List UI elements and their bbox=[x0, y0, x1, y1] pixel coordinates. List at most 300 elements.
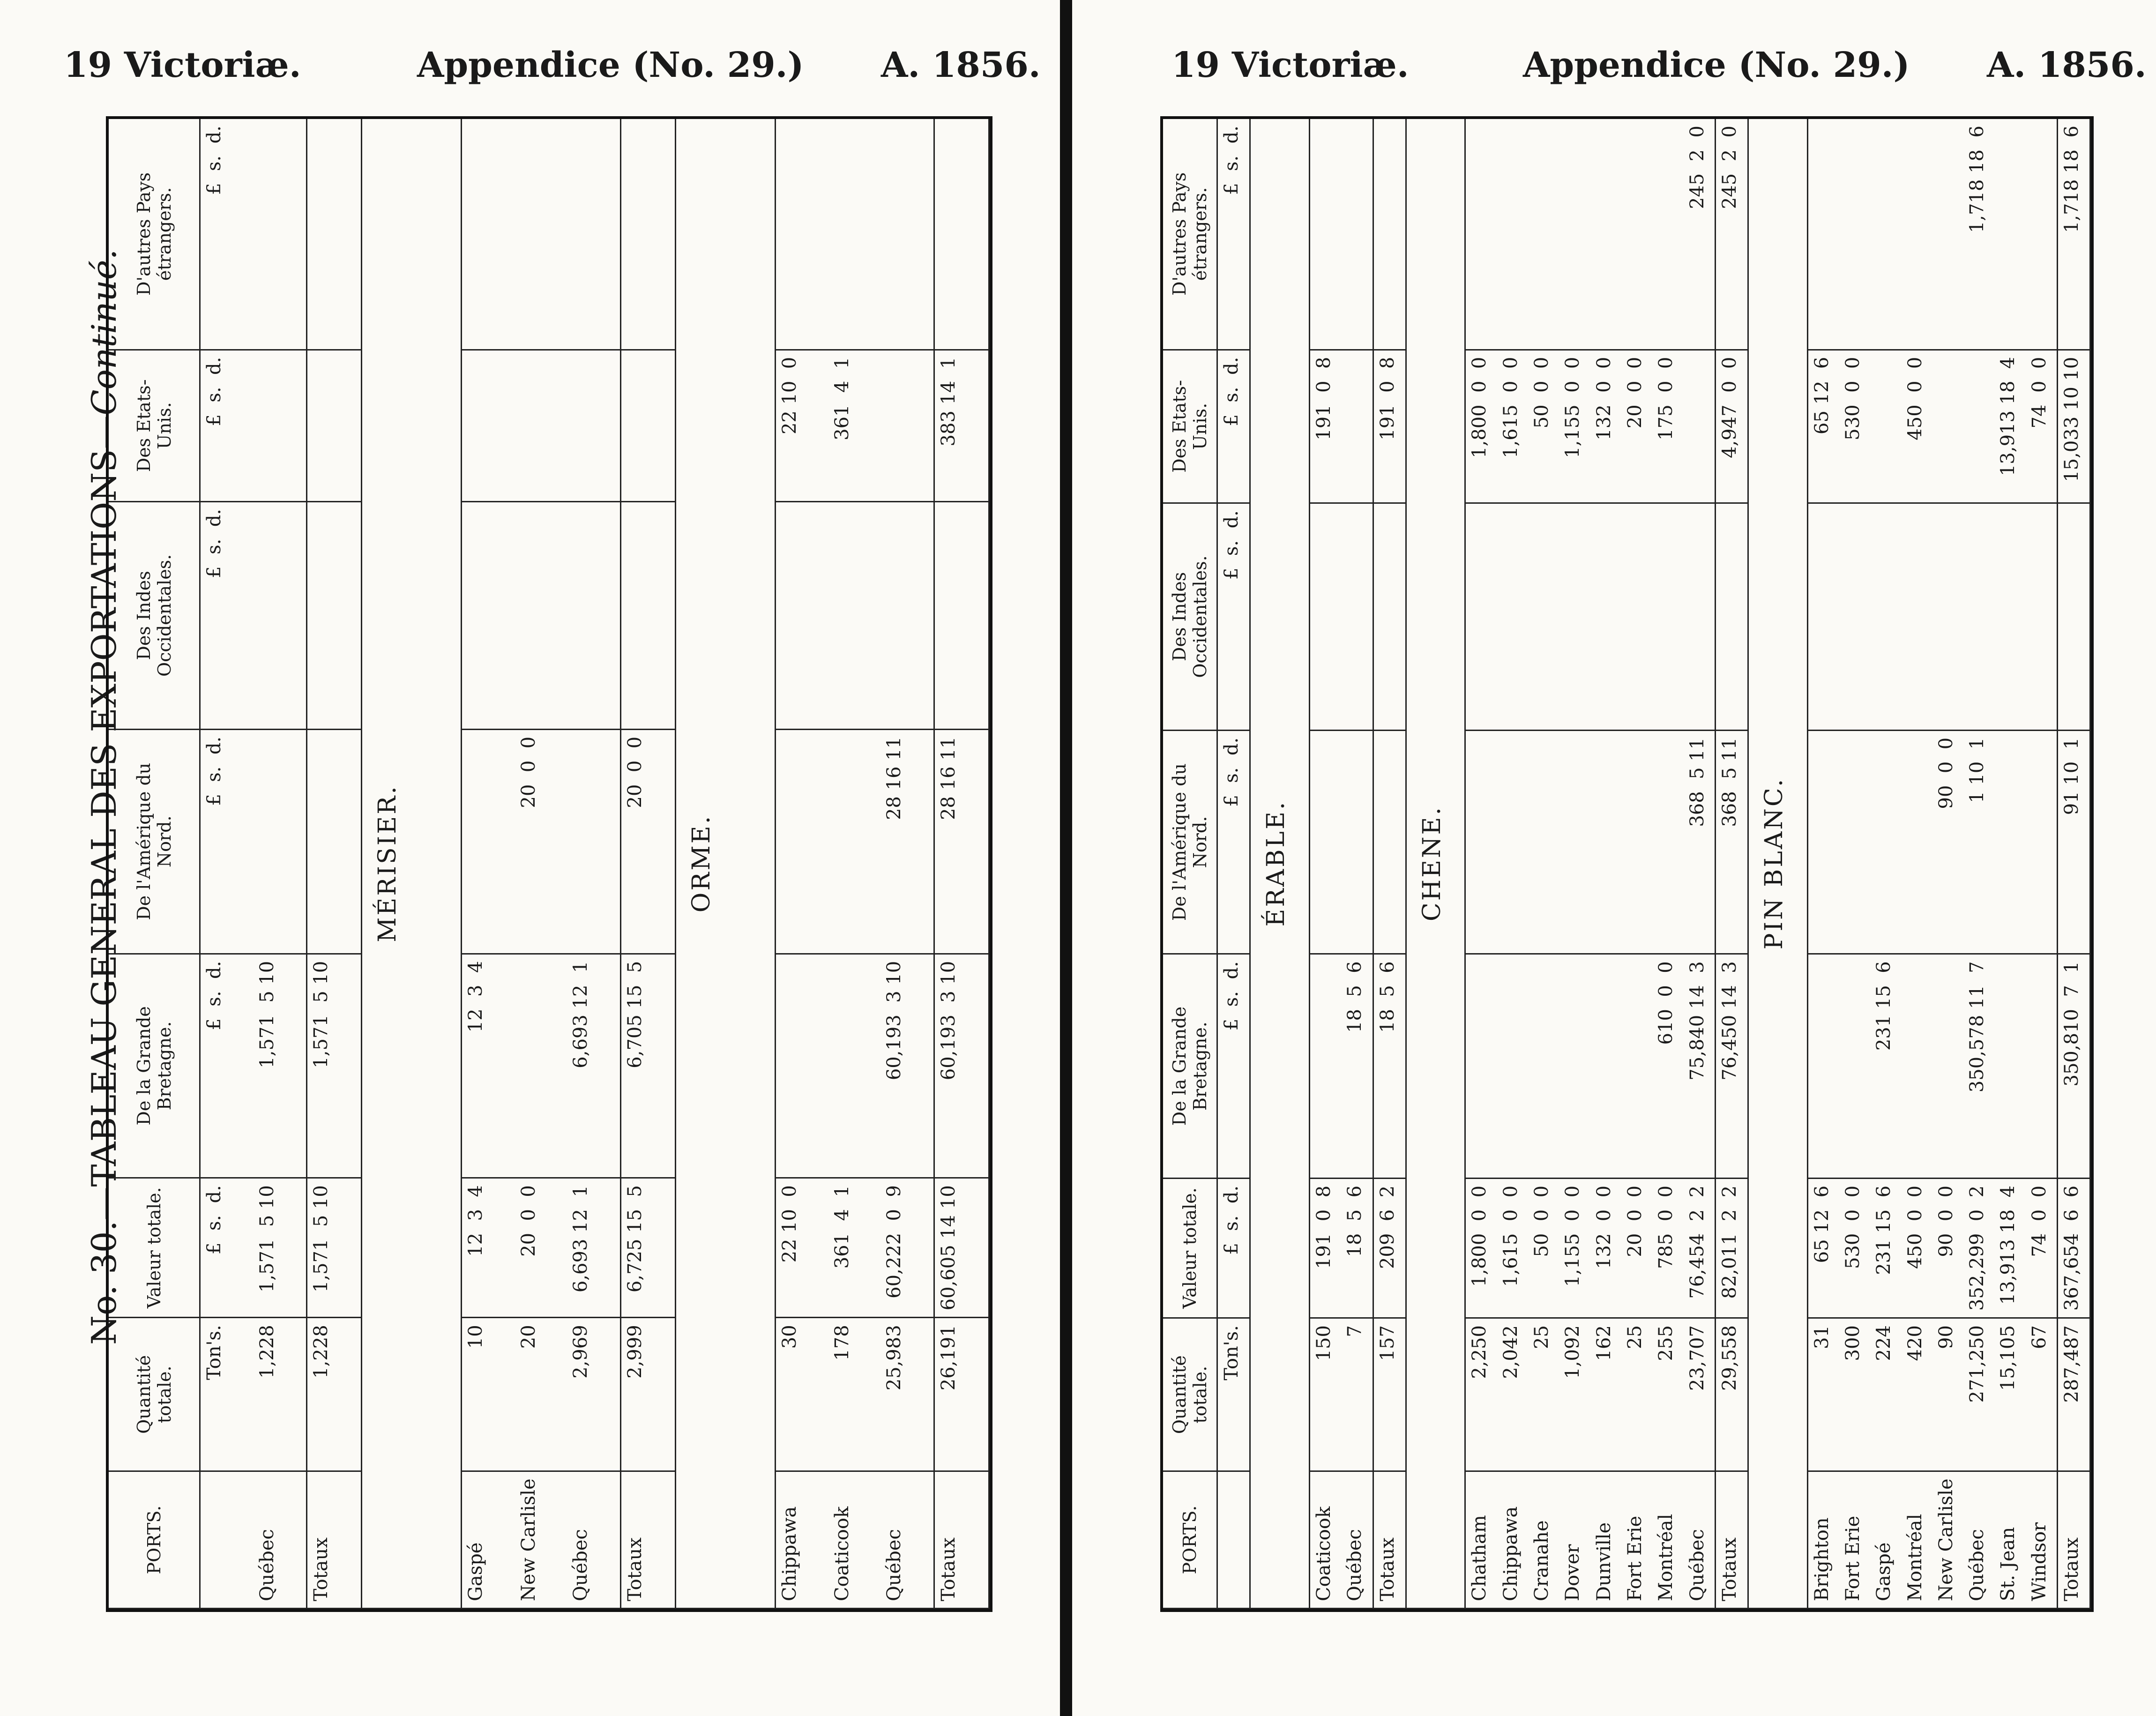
cell-qty: 224 bbox=[1870, 1318, 1901, 1471]
table-row bbox=[515, 119, 567, 1609]
cell-qty: 271,250 bbox=[1963, 1318, 1994, 1471]
cell-other bbox=[462, 119, 515, 350]
cell-wi bbox=[1559, 503, 1590, 731]
port-name: Québec bbox=[880, 1471, 934, 1609]
cell-na bbox=[1652, 730, 1683, 954]
cell-gb: 18 5 6 bbox=[1341, 954, 1373, 1179]
cell-wi bbox=[1309, 503, 1341, 731]
cell-wi bbox=[1684, 503, 1716, 731]
cell-gb bbox=[1807, 954, 1839, 1179]
cell-na: 20 0 0 bbox=[515, 729, 567, 954]
cell-us: 22 10 0 bbox=[775, 350, 828, 501]
total-na bbox=[307, 729, 362, 954]
cell-gb: 12 3 4 bbox=[462, 954, 515, 1178]
value-header: Valeur totale. bbox=[109, 1178, 200, 1318]
cell-us: 132 0 0 bbox=[1590, 350, 1621, 503]
total-us bbox=[620, 350, 675, 501]
total-us: 383 14 1 bbox=[934, 350, 989, 501]
units-money: £ s. d. bbox=[1217, 350, 1250, 503]
cell-na: 28 16 11 bbox=[880, 729, 934, 954]
cell-qty: 300 bbox=[1839, 1318, 1870, 1471]
cell-us bbox=[254, 350, 307, 501]
appendix-label: Appendice (No. 29.) bbox=[417, 45, 804, 85]
united-states-header: Des Etats-Unis. bbox=[109, 350, 200, 501]
total-other: 245 2 0 bbox=[1716, 119, 1748, 350]
table-row bbox=[1309, 119, 1341, 1609]
cell-qty: 90 bbox=[1932, 1318, 1963, 1471]
cell-us bbox=[462, 350, 515, 501]
great-britain-header: De la Grande Bretagne. bbox=[1163, 954, 1217, 1179]
cell-other bbox=[1590, 119, 1621, 350]
port-name: Cranahe bbox=[1528, 1471, 1559, 1609]
total-wi bbox=[1716, 503, 1748, 731]
cell-qty: 23,707 bbox=[1684, 1318, 1716, 1471]
value-header: Valeur totale. bbox=[1163, 1178, 1217, 1318]
units-row bbox=[1217, 119, 1250, 1609]
port-name: Chatham bbox=[1465, 1471, 1497, 1609]
cell-qty: 2,250 bbox=[1465, 1318, 1497, 1471]
section-title-row bbox=[1250, 119, 1310, 1609]
section-title-row bbox=[1406, 119, 1465, 1609]
cell-wi bbox=[1839, 503, 1870, 731]
cell-us: 1,615 0 0 bbox=[1497, 350, 1528, 503]
cell-us: 530 0 0 bbox=[1839, 350, 1870, 503]
table-row bbox=[880, 119, 934, 1609]
cell-gb bbox=[1497, 954, 1528, 1179]
cell-gb bbox=[1590, 954, 1621, 1179]
cell-val: 22 10 0 bbox=[775, 1178, 828, 1318]
cell-val: 361 4 1 bbox=[828, 1178, 880, 1318]
total-us: 15,033 10 10 bbox=[2058, 350, 2090, 503]
cell-qty: 1,092 bbox=[1559, 1318, 1590, 1471]
total-gb: 60,193 3 10 bbox=[934, 954, 989, 1178]
cell-qty: 2,042 bbox=[1497, 1318, 1528, 1471]
cell-val: 90 0 0 bbox=[1932, 1178, 1963, 1318]
cell-other bbox=[1807, 119, 1839, 350]
cell-us bbox=[515, 350, 567, 501]
cell-qty: 7 bbox=[1341, 1318, 1373, 1471]
port-name: Dover bbox=[1559, 1471, 1590, 1609]
cell-us bbox=[1870, 350, 1901, 503]
totals-row bbox=[620, 119, 675, 1609]
cell-gb bbox=[2026, 954, 2058, 1179]
great-britain-header: De la Grande Bretagne. bbox=[109, 954, 200, 1178]
section-title-row bbox=[675, 119, 775, 1609]
exports-table bbox=[109, 119, 990, 1609]
north-america-header: De l'Amérique du Nord. bbox=[109, 729, 200, 954]
totals-row bbox=[307, 119, 362, 1609]
cell-wi bbox=[1528, 503, 1559, 731]
totals-row bbox=[1716, 119, 1748, 1609]
ports-header: PORTS. bbox=[1163, 1471, 1217, 1609]
cell-wi bbox=[567, 501, 620, 729]
cell-other bbox=[828, 119, 880, 350]
cell-na bbox=[1309, 730, 1341, 954]
cell-gb: 75,840 14 3 bbox=[1684, 954, 1716, 1179]
table-title-main: No. 30.—TABLEAU GENERAL DES EXPORTATIONS— bbox=[84, 415, 124, 1345]
cell-qty: 2,969 bbox=[567, 1318, 620, 1471]
cell-val: 6,693 12 1 bbox=[567, 1178, 620, 1318]
cell-gb bbox=[1465, 954, 1497, 1179]
cell-val: 13,913 18 4 bbox=[1994, 1178, 2025, 1318]
cell-other: 245 2 0 bbox=[1684, 119, 1716, 350]
cell-na bbox=[1528, 730, 1559, 954]
cell-val: 1,615 0 0 bbox=[1497, 1178, 1528, 1318]
cell-gb: 6,693 12 1 bbox=[567, 954, 620, 1178]
cell-wi bbox=[1870, 503, 1901, 731]
cell-gb bbox=[515, 954, 567, 1178]
table-row bbox=[1902, 119, 1932, 1609]
table-row bbox=[462, 119, 515, 1609]
cell-other: 1,718 18 6 bbox=[1963, 119, 1994, 350]
units-money: £ s. d. bbox=[1217, 503, 1250, 731]
port-name: New Carlisle bbox=[1932, 1471, 1963, 1609]
cell-val: 231 15 6 bbox=[1870, 1178, 1901, 1318]
cell-gb bbox=[1621, 954, 1652, 1179]
cell-other bbox=[1870, 119, 1901, 350]
cell-us bbox=[880, 350, 934, 501]
port-name: Chippawa bbox=[1497, 1471, 1528, 1609]
cell-gb bbox=[1994, 954, 2025, 1179]
cell-wi bbox=[1341, 503, 1373, 731]
cell-gb: 60,193 3 10 bbox=[880, 954, 934, 1178]
table-row bbox=[1497, 119, 1528, 1609]
cell-val: 12 3 4 bbox=[462, 1178, 515, 1318]
cell-wi bbox=[775, 501, 828, 729]
units-tons: Ton's. bbox=[200, 1318, 254, 1471]
cell-na bbox=[1497, 730, 1528, 954]
section-title: ORME. bbox=[675, 119, 775, 1609]
cell-qty: 30 bbox=[775, 1318, 828, 1471]
cell-wi bbox=[1590, 503, 1621, 731]
cell-na bbox=[2026, 730, 2058, 954]
cell-val: 1,571 5 10 bbox=[254, 1178, 307, 1318]
units-money: £ s. d. bbox=[1217, 1178, 1250, 1318]
total-val: 209 6 2 bbox=[1373, 1178, 1406, 1318]
table-row bbox=[1341, 119, 1373, 1609]
cell-qty: 67 bbox=[2026, 1318, 2058, 1471]
left-export-table bbox=[106, 116, 992, 1612]
total-other bbox=[934, 119, 989, 350]
total-other bbox=[1373, 119, 1406, 350]
cell-wi bbox=[828, 501, 880, 729]
west-indies-header: Des Indes Occidentales. bbox=[1163, 503, 1217, 731]
totals-row bbox=[1373, 119, 1406, 1609]
cell-other bbox=[1309, 119, 1341, 350]
ports-header: PORTS. bbox=[109, 1471, 200, 1609]
cell-other bbox=[1497, 119, 1528, 350]
cell-na bbox=[1994, 730, 2025, 954]
total-wi bbox=[2058, 503, 2090, 731]
totals-label: Totaux bbox=[307, 1471, 362, 1609]
units-money: £ s. d. bbox=[200, 119, 254, 350]
cell-other bbox=[1559, 119, 1590, 350]
cell-gb: 610 0 0 bbox=[1652, 954, 1683, 1179]
cell-na bbox=[567, 729, 620, 954]
cell-na bbox=[775, 729, 828, 954]
cell-other bbox=[1994, 119, 2025, 350]
cell-gb bbox=[1528, 954, 1559, 1179]
cell-val: 20 0 0 bbox=[515, 1178, 567, 1318]
total-us: 191 0 8 bbox=[1373, 350, 1406, 503]
cell-wi bbox=[1621, 503, 1652, 731]
cell-wi bbox=[2026, 503, 2058, 731]
cell-qty: 420 bbox=[1902, 1318, 1932, 1471]
totals-label: Totaux bbox=[1373, 1471, 1406, 1609]
cell-other bbox=[1341, 119, 1373, 350]
north-america-header: De l'Amérique du Nord. bbox=[1163, 730, 1217, 954]
total-na: 20 0 0 bbox=[620, 729, 675, 954]
table-row bbox=[1807, 119, 1839, 1609]
port-name: Gaspé bbox=[462, 1471, 515, 1609]
port-name: New Carlisle bbox=[515, 1471, 567, 1609]
cell-wi bbox=[515, 501, 567, 729]
cell-qty: 20 bbox=[515, 1318, 567, 1471]
total-qty: 1,228 bbox=[307, 1318, 362, 1471]
cell-qty: 1,228 bbox=[254, 1318, 307, 1471]
exports-table bbox=[1163, 119, 2091, 1609]
units-money: £ s. d. bbox=[1217, 954, 1250, 1179]
column-header-row bbox=[109, 119, 200, 1609]
port-name: Coaticook bbox=[1309, 1471, 1341, 1609]
units-money: £ s. d. bbox=[200, 1178, 254, 1318]
cell-wi bbox=[1652, 503, 1683, 731]
cell-other bbox=[1465, 119, 1497, 350]
total-us: 4,947 0 0 bbox=[1716, 350, 1748, 503]
session-label: 19 Victoriæ. bbox=[64, 45, 301, 85]
cell-val: 76,454 2 2 bbox=[1684, 1178, 1716, 1318]
cell-val: 785 0 0 bbox=[1652, 1178, 1683, 1318]
cell-us: 1,800 0 0 bbox=[1465, 350, 1497, 503]
cell-wi bbox=[1932, 503, 1963, 731]
cell-us: 74 0 0 bbox=[2026, 350, 2058, 503]
cell-us: 13,913 18 4 bbox=[1994, 350, 2025, 503]
cell-us bbox=[1684, 350, 1716, 503]
total-gb: 1,571 5 10 bbox=[307, 954, 362, 1178]
units-tons: Ton's. bbox=[1217, 1318, 1250, 1471]
year-label: A. 1856. bbox=[881, 45, 1041, 85]
page-gutter bbox=[1060, 0, 1072, 1716]
cell-na: 1 10 1 bbox=[1963, 730, 1994, 954]
table-title-continued: Continué. bbox=[84, 249, 124, 416]
totals-label: Totaux bbox=[620, 1471, 675, 1609]
port-name: Gaspé bbox=[1870, 1471, 1901, 1609]
port-name: Brighton bbox=[1807, 1471, 1839, 1609]
table-row bbox=[254, 119, 307, 1609]
total-qty: 26,191 bbox=[934, 1318, 989, 1471]
total-gb: 6,705 15 5 bbox=[620, 954, 675, 1178]
cell-other bbox=[1652, 119, 1683, 350]
cell-val: 530 0 0 bbox=[1839, 1178, 1870, 1318]
quantity-header: Quantité totale. bbox=[109, 1318, 200, 1471]
cell-val: 1,155 0 0 bbox=[1559, 1178, 1590, 1318]
cell-wi bbox=[1994, 503, 2025, 731]
cell-val: 1,800 0 0 bbox=[1465, 1178, 1497, 1318]
cell-us: 361 4 1 bbox=[828, 350, 880, 501]
total-val: 82,011 2 2 bbox=[1716, 1178, 1748, 1318]
table-row bbox=[1528, 119, 1559, 1609]
units-money: £ s. d. bbox=[200, 954, 254, 1178]
port-name: Montréal bbox=[1902, 1471, 1932, 1609]
cell-wi bbox=[254, 501, 307, 729]
cell-us: 1,155 0 0 bbox=[1559, 350, 1590, 503]
port-name: Québec bbox=[1341, 1471, 1373, 1609]
section-title-row bbox=[1748, 119, 1807, 1609]
total-val: 60,605 14 10 bbox=[934, 1178, 989, 1318]
cell-wi bbox=[880, 501, 934, 729]
cell-na: 368 5 11 bbox=[1684, 730, 1716, 954]
cell-gb: 231 15 6 bbox=[1870, 954, 1901, 1179]
port-name: Coaticook bbox=[828, 1471, 880, 1609]
cell-us bbox=[1932, 350, 1963, 503]
cell-gb: 350,578 11 7 bbox=[1963, 954, 1994, 1179]
cell-us bbox=[1341, 350, 1373, 503]
cell-na bbox=[1902, 730, 1932, 954]
table-row bbox=[1870, 119, 1901, 1609]
cell-us: 65 12 6 bbox=[1807, 350, 1839, 503]
quantity-header: Quantité totale. bbox=[1163, 1318, 1217, 1471]
total-other bbox=[307, 119, 362, 350]
cell-us: 50 0 0 bbox=[1528, 350, 1559, 503]
cell-gb bbox=[1559, 954, 1590, 1179]
cell-na bbox=[1590, 730, 1621, 954]
cell-wi bbox=[1963, 503, 1994, 731]
section-title: PIN BLANC. bbox=[1748, 119, 1807, 1609]
cell-us bbox=[567, 350, 620, 501]
cell-other bbox=[880, 119, 934, 350]
cell-gb bbox=[1309, 954, 1341, 1179]
cell-na bbox=[1465, 730, 1497, 954]
cell-qty: 150 bbox=[1309, 1318, 1341, 1471]
cell-gb bbox=[828, 954, 880, 1178]
total-na: 28 16 11 bbox=[934, 729, 989, 954]
table-row bbox=[1559, 119, 1590, 1609]
cell-val: 60,222 0 9 bbox=[880, 1178, 934, 1318]
cell-val: 352,299 0 2 bbox=[1963, 1178, 1994, 1318]
cell-other bbox=[775, 119, 828, 350]
units-money: £ s. d. bbox=[1217, 119, 1250, 350]
cell-na bbox=[1870, 730, 1901, 954]
port-name: Fort Erie bbox=[1839, 1471, 1870, 1609]
cell-wi bbox=[1465, 503, 1497, 731]
cell-na bbox=[1621, 730, 1652, 954]
total-other: 1,718 18 6 bbox=[2058, 119, 2090, 350]
cell-gb bbox=[1839, 954, 1870, 1179]
total-na: 91 10 1 bbox=[2058, 730, 2090, 954]
cell-other bbox=[1621, 119, 1652, 350]
table-row bbox=[1963, 119, 1994, 1609]
cell-qty: 25 bbox=[1528, 1318, 1559, 1471]
table-row bbox=[1932, 119, 1963, 1609]
total-qty: 157 bbox=[1373, 1318, 1406, 1471]
cell-val: 65 12 6 bbox=[1807, 1178, 1839, 1318]
cell-gb bbox=[1902, 954, 1932, 1179]
cell-qty: 25,983 bbox=[880, 1318, 934, 1471]
total-wi bbox=[620, 501, 675, 729]
right-export-table bbox=[1160, 116, 2094, 1612]
cell-us: 175 0 0 bbox=[1652, 350, 1683, 503]
cell-na: 90 0 0 bbox=[1932, 730, 1963, 954]
cell-us bbox=[1963, 350, 1994, 503]
cell-na bbox=[828, 729, 880, 954]
column-header-row bbox=[1163, 119, 1217, 1609]
table-row bbox=[828, 119, 880, 1609]
port-name: Dunville bbox=[1590, 1471, 1621, 1609]
port-name: Chippawa bbox=[775, 1471, 828, 1609]
totals-label: Totaux bbox=[2058, 1471, 2090, 1609]
cell-us: 450 0 0 bbox=[1902, 350, 1932, 503]
table-row bbox=[1465, 119, 1497, 1609]
cell-other bbox=[515, 119, 567, 350]
totals-label: Totaux bbox=[934, 1471, 989, 1609]
units-money: £ s. d. bbox=[200, 729, 254, 954]
total-qty: 287,487 bbox=[2058, 1318, 2090, 1471]
units-money: £ s. d. bbox=[200, 350, 254, 501]
other-countries-header: D'autres Pays étrangers. bbox=[1163, 119, 1217, 350]
cell-other bbox=[567, 119, 620, 350]
total-val: 367,654 6 6 bbox=[2058, 1178, 2090, 1318]
totals-label: Totaux bbox=[1716, 1471, 1748, 1609]
cell-val: 20 0 0 bbox=[1621, 1178, 1652, 1318]
section-title: ÉRABLE. bbox=[1250, 119, 1310, 1609]
cell-na bbox=[254, 729, 307, 954]
total-gb: 350,810 7 1 bbox=[2058, 954, 2090, 1179]
port-name: Fort Erie bbox=[1621, 1471, 1652, 1609]
cell-qty: 10 bbox=[462, 1318, 515, 1471]
table-row bbox=[1590, 119, 1621, 1609]
units-row bbox=[200, 119, 254, 1609]
cell-us: 20 0 0 bbox=[1621, 350, 1652, 503]
totals-row bbox=[2058, 119, 2090, 1609]
west-indies-header: Des Indes Occidentales. bbox=[109, 501, 200, 729]
units-spacer bbox=[200, 1471, 254, 1609]
table-row bbox=[2026, 119, 2058, 1609]
total-wi bbox=[1373, 503, 1406, 731]
table-row bbox=[1621, 119, 1652, 1609]
units-spacer bbox=[1217, 1471, 1250, 1609]
cell-gb bbox=[1932, 954, 1963, 1179]
total-wi bbox=[307, 501, 362, 729]
table-row bbox=[1839, 119, 1870, 1609]
united-states-header: Des Etats-Unis. bbox=[1163, 350, 1217, 503]
section-title: CHENE. bbox=[1406, 119, 1465, 1609]
total-other bbox=[620, 119, 675, 350]
total-gb: 76,450 14 3 bbox=[1716, 954, 1748, 1179]
table-row bbox=[567, 119, 620, 1609]
year-label: A. 1856. bbox=[1987, 45, 2147, 85]
cell-na bbox=[462, 729, 515, 954]
port-name: Québec bbox=[567, 1471, 620, 1609]
table-row bbox=[1684, 119, 1716, 1609]
table-row bbox=[1652, 119, 1683, 1609]
total-na: 368 5 11 bbox=[1716, 730, 1748, 954]
cell-wi bbox=[1902, 503, 1932, 731]
cell-val: 132 0 0 bbox=[1590, 1178, 1621, 1318]
cell-na bbox=[1807, 730, 1839, 954]
cell-wi bbox=[1497, 503, 1528, 731]
cell-gb bbox=[775, 954, 828, 1178]
table-row bbox=[1994, 119, 2025, 1609]
table-row bbox=[775, 119, 828, 1609]
units-money: £ s. d. bbox=[1217, 730, 1250, 954]
total-na bbox=[1373, 730, 1406, 954]
session-label: 19 Victoriæ. bbox=[1171, 45, 1409, 85]
appendix-label: Appendice (No. 29.) bbox=[1523, 45, 1910, 85]
cell-gb: 1,571 5 10 bbox=[254, 954, 307, 1178]
cell-val: 18 5 6 bbox=[1341, 1178, 1373, 1318]
port-name: St. Jean bbox=[1994, 1471, 2025, 1609]
cell-val: 450 0 0 bbox=[1902, 1178, 1932, 1318]
